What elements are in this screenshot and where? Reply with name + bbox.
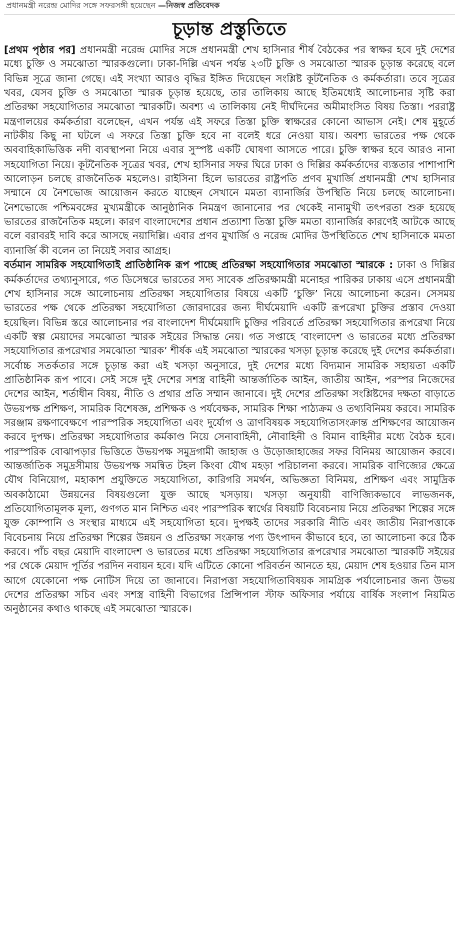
- subheading-lead: বর্তমান সামরিক সহযোগিতাই প্রাতিষ্ঠানিক রূপ পাচ্ছে প্রতিরক্ষা সহযোগিতার সমঝোতা স্মারকে :: [4, 260, 394, 272]
- article-paragraph-1: [4, 44, 455, 259]
- paragraph-body: ঢাকা ও দিল্লির কর্মকর্তাদের তথ্যানুসারে, গত ডিসেম্বরে ভারতের সদ্য সাবেক প্রতিরক্ষামন্ত্রী মনোহর পারিকর ঢাকায় এসে প্রধানমন্ত্রী শেখ হাসিনার সঙ্গে আলোচনায় প্রতিরক্ষা সহযোগিতার বিষয়ে একটি ‘চুক্তি’ নিয়ে আলোচনা করেন। সেসময় ভারতের পক্ষ থেকে প্রতিরক্ষা সহযোগিতা জোরদারের জন্য দীর্ঘমেয়াদি একটি রূপরেখা চুক্তির প্রস্তাব দেওয়া হয়েছিল। বিভিন্ন স্তরে আলোচনার পর বাংলাদেশ দীর্ঘমেয়াদি চুক্তির পরিবর্তে প্রতিরক্ষা সহযোগিতার রূপরেখা নিয়ে একটি স্বল্প মেয়াদের সমঝোতা স্মারক সইয়ের সিদ্ধান্ত নেয়। গত সপ্তাহে ‘বাংলাদেশ ও ভারতের মধ্যে প্রতিরক্ষা সহযোগিতার রূপরেখার সমঝোতা স্মারক’ শীর্ষক এই সমঝোতা স্মারকের খসড়া চূড়ান্ত করেছে দুই দেশের কর্মকর্তারা। সর্বোচ্চ সতর্কতার সঙ্গে চূড়ান্ত করা এই খসড়া অনুসারে, দুই দেশের মধ্যে বিদ্যমান সামরিক সহায়তা একটি প্রাতিষ্ঠানিক রূপ পাবে। সেই সঙ্গে দুই দেশের সশস্ত্র বাহিনী আন্তর্জাতিক আইন, জাতীয় আইন, পরস্পর নিজেদের দেশের আইন, শর্তাধীন বিষয়, নীতি ও প্রথার প্রতি সম্মান জানাবে। দুই দেশের প্রতিরক্ষা সংশ্লিষ্টদের দক্ষতা বাড়াতে উভয়পক্ষ প্রশিক্ষণ, সামরিক বিশেষজ্ঞ, প্রশিক্ষক ও পর্যবেক্ষক, সামরিক শিক্ষা পাঠ্যক্রম ও তথ্যবিনিময় করবে। সামরিক সরঞ্জাম রক্ষণাবেক্ষণে পারস্পরিক সহযোগিতা এবং দুর্যোগ ও ত্রাণবিষয়ক সহযোগিতাসংক্রান্ত প্রশিক্ষণের আয়োজন করবে দুপক্ষ। প্রতিরক্ষা সহযোগিতার কর্মকাণ্ড নিয়ে সেনাবাহিনী, নৌবাহিনী ও বিমান বাহিনীর মধ্যে বৈঠক হবে। পারস্পরিক বোঝাপড়ার ভিত্তিতে উভয়পক্ষ সমুদ্রগামী জাহাজ ও উড়োজাহাজের সফর বিনিময় আয়োজন করবে। আন্তর্জাতিক সমুদ্রসীমায় উভয়পক্ষ সমন্বিত টহল কিংবা যৌথ মহড়া পরিচালনা করবে। সামরিক বাণিজ্যের ক্ষেত্রে যৌথ বিনিয়োগ, মহাকাশ প্রযুক্তিতে সহযোগিতা, কারিগরি সমর্থন, অভিজ্ঞতা বিনিময়, প্রশিক্ষণ এবং সামুদ্রিক অবকাঠামো উন্নয়নের বিষয়গুলো যুক্ত আছে খসড়ায়। খসড়া অনুযায়ী বাণিজ্যিকভাবে লাভজনক, প্রতিযোগিতামূলক মূল্য, গুণগত মান নিশ্চিত এবং পারস্পরিক স্বার্থের বিষয়টি বিবেচনায় নিয়ে প্রতিরক্ষা শিল্পের সঙ্গে যুক্ত কোম্পানি ও সংস্থার মাধ্যমে এই সহযোগিতা হবে। দুপক্ষই তাদের সরকারি নীতি এবং জাতীয় নিরাপত্তাকে বিবেচনায় নিয়ে প্রতিরক্ষা শিল্পের উন্নয়ন ও প্রতিরক্ষা সংক্রান্ত পণ্য উৎপাদন কীভাবে হবে, তা আলোচনা করে ঠিক করবে। পাঁচ বছর মেয়াদি বাংলাদেশ ও ভারতের মধ্যে প্রতিরক্ষা সহযোগিতার রূপরেখার সমঝোতা স্মারকটি সইয়ের পর থেকে মেয়াদ পূর্তির পরদিন নবায়ন হবে। যদি এটিতে কোনো পরিবর্তন আনতে হয়, মেয়াদ শেষ হওয়ার তিন মাস আগে যেকোনো পক্ষ নোটিস দিয়ে তা জানাবে। নিরাপত্তা সহযোগিতাবিষয়ক সামগ্রিক পর্যালোচনার জন্য উভয় দেশের প্রতিরক্ষা সচিব এবং সশস্ত্র বাহিনী বিভাগের প্রিন্সিপাল স্টাফ অফিসার পর্যায়ে বার্ষিক সংলাপ নিয়মিত অনুষ্ঠানের কথাও থাকছে এই সমঝোতা স্মারকে।: [4, 260, 456, 616]
- previous-article-tail: [4, 0, 455, 15]
- byline-source: —নিজস্ব প্রতিবেদক: [158, 1, 220, 10]
- continuation-marker: [প্রথম পৃষ্ঠার পর]: [4, 45, 76, 56]
- article-paragraph-2: [4, 259, 455, 618]
- paragraph-body: প্রধানমন্ত্রী নরেন্দ্র মোদির সঙ্গে প্রধানমন্ত্রী শেখ হাসিনার শীর্ষ বৈঠকের পর স্বাক্ষর হবে দুই দেশের মধ্যে চুক্তি ও সমঝোতা স্মারকগুলো। ঢাকা-দিল্লি এখন পর্যন্ত ২৩টি চুক্তি ও সমঝোতা স্মারক চূড়ান্ত করেছে বলে বিভিন্ন সূত্রে জানা গেছে। এই সংখ্যা আরও বৃদ্ধির ইঙ্গিত দিয়েছেন সংশ্লিষ্ট কূটনৈতিক ও কর্মকর্তারা। তবে সূত্রের খবর, যেসব চুক্তি ও সমঝোতা স্মারক চূড়ান্ত হয়েছে, তার তালিকায় আছে ইতিমধ্যেই আলোচনার সৃষ্টি করা প্রতিরক্ষা সহযোগিতার সমঝোতা স্মারকটি। অবশ্য এ তালিকায় নেই দীর্ঘদিনের অমীমাংসিত বিষয় তিস্তা। পররাষ্ট্র মন্ত্রণালয়ের কর্মকর্তারা বলেছেন, এখন পর্যন্ত এই সফরে তিস্তা চুক্তি স্বাক্ষরের কোনো আভাস নেই। শেষ মুহূর্তে নাটকীয় কিছু না ঘটলে এ সফরে তিস্তা চুক্তি হবে না বলেই ধরে নেওয়া যায়। অবশ্য ভারতের পক্ষ থেকে অববাহিকাভিত্তিক নদী ব্যবস্থাপনা নিয়ে এবার সুস্পষ্ট একটি ঘোষণা আসতে পারে। চুক্তি স্বাক্ষর হবে আরও নানা সহযোগিতা নিয়ে। কূটনৈতিক সূত্রের খবর, শেখ হাসিনার সফর ঘিরে ঢাকা ও দিল্লির কর্মকর্তাদের ব্যস্ততার পাশাপাশি আলোড়ন চলছে রাজনৈতিক মহলেও। রাইসিনা হিলে ভারতের রাষ্ট্রপতি প্রণব মুখার্জি প্রধানমন্ত্রী শেখ হাসিনার সম্মানে যে নৈশভোজ আয়োজন করতে যাচ্ছেন সেখানে মমতা ব্যানার্জির উপস্থিতি নিয়ে চলছে আলোচনা। নৈশভোজে পশ্চিমবঙ্গের মুখ্যমন্ত্রীকে আনুষ্ঠানিক নিমন্ত্রণ জানানোর পর থেকেই নানামুখী তৎপরতা শুরু হয়েছে ভারতের রাজনৈতিক মহলে। কারণ বাংলাদেশের প্রধান প্রত্যাশা তিস্তা চুক্তি মমতা ব্যানার্জির কারণেই আটকে আছে বলে বরাবরই দাবি করে আসছে নয়াদিল্লি। এবার প্রণব মুখার্জি ও নরেন্দ্র মোদির উপস্থিতিতে শেখ হাসিনাকে মমতা ব্যানার্জি কী বলেন তা নিয়েই সবার আগ্রহ।: [4, 45, 455, 257]
- previous-article-fragment: প্রধানমন্ত্রী নরেন্দ্র মোদির সঙ্গে সফরসঙ্গী হয়েছেন: [6, 1, 156, 10]
- article-headline: চূড়ান্ত প্রস্তুতিতে: [172, 19, 287, 40]
